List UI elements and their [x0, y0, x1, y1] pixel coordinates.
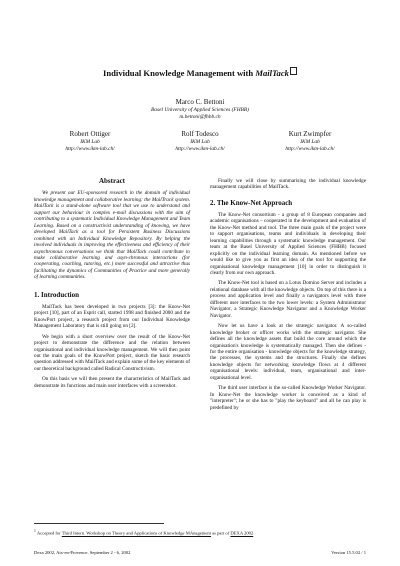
- footnote-mid: as part of: [211, 530, 231, 536]
- knownet-paragraph: The Know-Net tool is based on a Lotus Domino Server and includes a relational database with all the knowledge objects. On top of this there is a process and application level and finally a navigators level with three different user interfaces to the two lower levels: a System Administrator Navigator, a Strategic Knowledge Navigator and a Knowledge Worker Navigator.: [210, 280, 366, 319]
- right-column: [210, 178, 366, 415]
- knownet-paragraph: The third user interface is the so-called Knowledge Worker Navigator. In Know-Net the knowledge worker is conceived as a kind of "interpreter"; he or she has to "play the keyboard" and all he can play is predefined by: [210, 385, 366, 411]
- footnote-divider: [34, 523, 164, 524]
- footnote-prefix: Accepted for: [36, 530, 62, 536]
- knownet-heading: 2. The Know-Net Approach: [210, 198, 293, 207]
- co-author-org: IKM Lab: [80, 139, 100, 145]
- title-italic: MailTack: [255, 68, 289, 78]
- co-author-org: IKM Lab: [190, 139, 210, 145]
- left-column: [34, 178, 190, 393]
- co-author: [150, 130, 250, 153]
- co-author-name: Rolf Todesco: [181, 130, 219, 138]
- primary-author-email[interactable]: m.bettoni@fhbb.ch: [179, 114, 221, 120]
- footer-version: Version 15.5.02 / 1: [331, 550, 366, 555]
- page-footer: [34, 550, 366, 555]
- closing-paragraph: Finally we will close by summarising the individual knowledge management capabilities of MailTack.: [210, 178, 366, 191]
- co-author-name: Robert Ottiger: [69, 130, 111, 138]
- primary-author-affiliation: Basel University of Applied Sciences (FHBB): [151, 107, 249, 113]
- knownet-paragraph: Now let us have a look at the strategic navigator. A so-called knowledge broker or officer works with the strategic navigator. She defines all the knowledge assets that build the core around which the organisation's knowledge is systematically managed. Then she defines - for the entire organisation - knowledge objects for the knowledge strategy, the processes, the systems and the structures. Finally she defines knowledge objects for networking knowledge flows at 4 different organisational levels: individual, team, organisational and inter-organisational level.: [210, 323, 366, 381]
- footnote: [34, 528, 374, 537]
- co-author-url[interactable]: http://www.ikm-lab.ch/: [175, 146, 225, 152]
- abstract-heading: Abstract: [98, 177, 126, 185]
- abstract-text: We present our EU-sponsored research in the domain of individual knowledge management and collaborative learning: the MailTrack system. MailTack is a stand-alone software tool that we use to understand and support our behaviour in complex e-mail discussions with the aim of contributing to a systematic Individual Knowledge Management and Team Learning. Based on a constructivist understanding of knowing, we have developed MailTack as a tool for Persistent Business Discussions combined with an Individual Knowledge Repository. By helping the involved individuals in improving the effectiveness and efficiency of their asynchronous conversations we think that MailTack could contribute to make collaborative learning and asyn-chronous interactions (for cooperating, coaching, tutoring, etc.) more successful and attractive thus facilitating the dynamics of Communities of Practice and more generally of learning communities.: [34, 190, 190, 281]
- footnote-number: 1: [34, 529, 36, 533]
- paper-title: [0, 68, 400, 78]
- co-author-url[interactable]: http://www.ikm-lab.ch/: [285, 146, 335, 152]
- intro-paragraph: On this basis we will then present the characteristics of MailTack and demonstrate its functions and main user interfaces with a screenshot.: [34, 376, 190, 389]
- co-authors: [40, 130, 360, 153]
- intro-paragraph: We begin with a short overview over the result of the Know-Net project to demonstrate the difference and the relation between organisational and individual knowledge management. We will then point out the main goals of the KnowPort project, sketch the basic research question addressed with MailTack and explain some of the key elements of our theoretical background called Radical Constructivism.: [34, 333, 190, 372]
- introduction-heading: 1. Introduction: [34, 290, 79, 299]
- co-author-org: IKM Lab: [300, 139, 320, 145]
- intro-paragraph: MailTack has been developed in two projects [3]: the Know-Net project [10], part of an Esprit call, started 1998 and finished 2000 and the KnowPort project, a research project from our Individual Knowledge Management Laboratory that is still going on [2].: [34, 303, 190, 330]
- primary-author-name: Marco C. Bettoni: [175, 98, 225, 106]
- primary-author: [0, 98, 400, 121]
- co-author-name: Kurt Zwimpfer: [288, 130, 332, 138]
- footnote-workshop-link[interactable]: Third Intern. Workshop on Theory and Applications of Knowledge MAnagement: [61, 530, 211, 536]
- co-author: [40, 130, 140, 153]
- footnote-dexa-link[interactable]: DEXA 2002: [230, 530, 254, 536]
- footer-conference: Dexa 2002, Aix-en-Provence, September 2 - 6, 2002: [34, 550, 131, 555]
- footnote-marker-icon: [290, 67, 297, 75]
- title-text: Individual Knowledge Management with: [103, 68, 256, 78]
- knownet-paragraph: The Know-Net consortium - a group of 8 European companies and academic organisations – cooperated in the development and evaluation of the Know-Net method and tool. The three main goals of the project were to support organisations, teams and individuals in developing their learning capabilities through a systematic knowledge management. Our team at the Basel University of Applied Sciences (FHBB) focused explicitly on the individual learning domain. As mentioned before we would like to give you as first an idea of the tool for supporting the organisational knowledge management [10] in order to distinguish it clearly from our own approach.: [210, 211, 366, 276]
- co-author-url[interactable]: http://www.ikm-lab.ch/: [65, 146, 115, 152]
- co-author: [260, 130, 360, 153]
